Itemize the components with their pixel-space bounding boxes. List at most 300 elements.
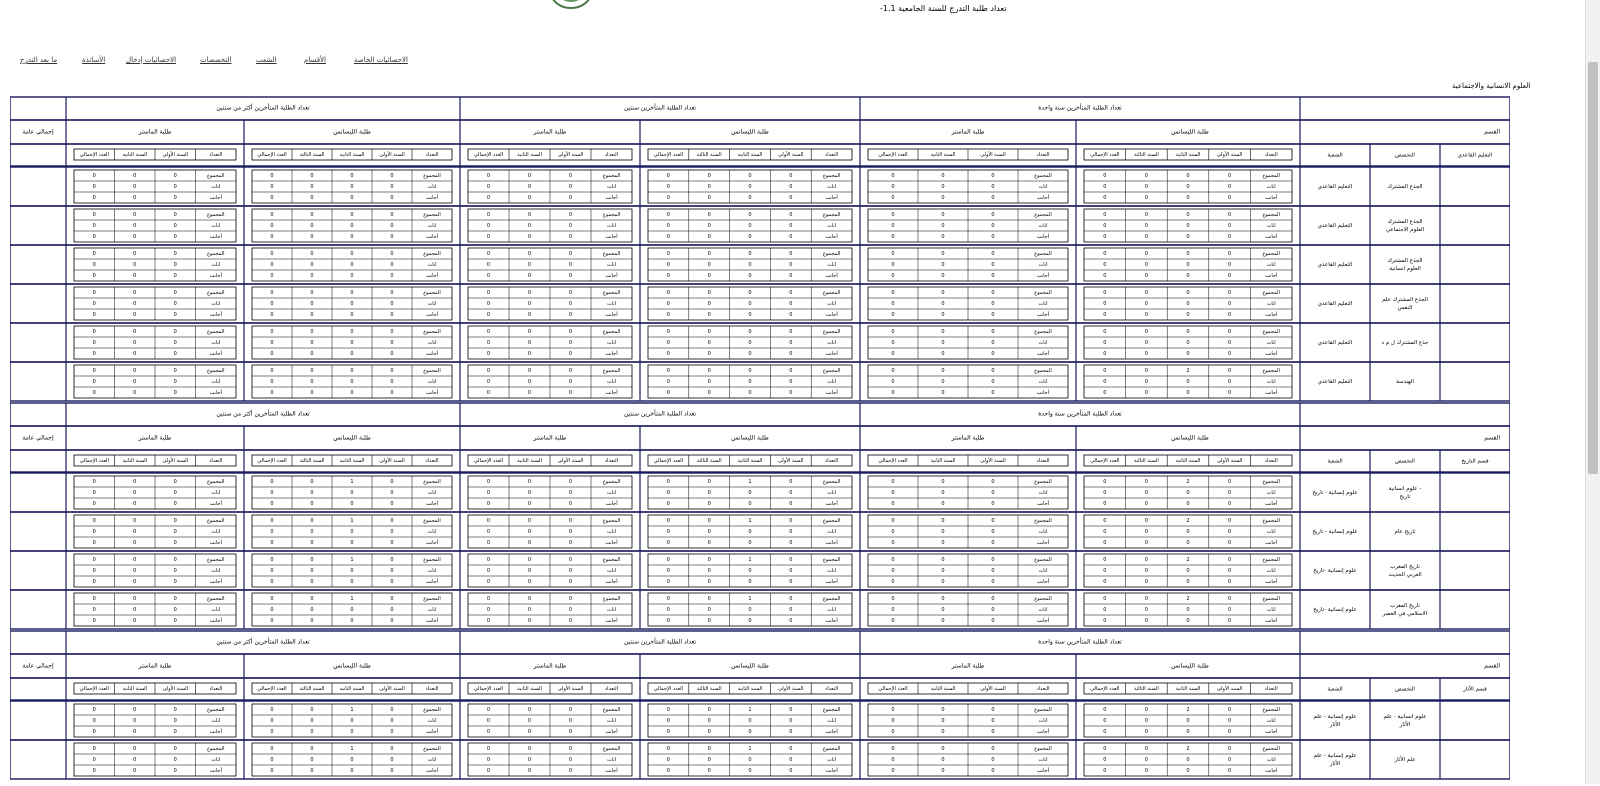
subheader-label: التعداد [425,458,439,464]
row-label: علوم انسانية - [1388,486,1422,492]
data-value: 0 [568,479,573,485]
data-row-label: أجانب [209,579,222,585]
subheader-label: السنة الثانية [339,458,365,464]
data-value: 0 [748,273,752,279]
data-value: 0 [666,707,670,713]
header-master: طلبة الماستر [138,128,172,136]
data-value: 0 [390,351,394,357]
data-value: 0 [133,757,137,763]
data-value: 0 [92,195,96,201]
data-value: 0 [390,490,394,496]
row-label: الأثار [1329,761,1341,767]
data-value: 0 [666,368,670,374]
data-value: 0 [1103,390,1107,396]
data-value: 0 [666,351,670,357]
data-value: 0 [92,329,96,335]
data-value: 0 [666,568,670,574]
data-value: 0 [568,273,573,279]
data-value: 0 [1144,223,1148,229]
data-row-label: أجانب [605,540,618,546]
data-value: 0 [390,579,394,585]
data-value: 0 [666,173,670,179]
nav-link-special-stats[interactable]: الاحصائيات الخاصة [354,56,408,64]
data-value: 0 [270,529,274,535]
data-value: 0 [527,223,532,229]
data-row-label: المجموع [423,290,441,296]
data-value: 0 [350,340,354,346]
nav-link-specialties[interactable]: التخصصات [200,56,232,64]
data-value: 0 [310,301,314,307]
table-row [10,323,1510,362]
data-row-label: اناث [1038,757,1048,763]
data-row-label: المجموع [1262,173,1280,179]
data-value: 0 [350,184,354,190]
data-value: 0 [350,579,354,585]
data-value: 0 [748,262,752,268]
data-value: 0 [1228,251,1232,257]
data-row-label: اناث [606,757,617,763]
data-value: 0 [1228,262,1232,268]
data-row-label: اناث [427,568,437,574]
data-value: 0 [390,707,394,713]
data-value: 0 [707,707,711,713]
data-value: 0 [1103,707,1107,713]
data-value: 0 [666,746,670,752]
data-value: 0 [173,490,177,496]
department-name: قسم الأثار [1463,686,1487,693]
data-value: 0 [666,579,670,585]
subheader-label: السنة الأولى [1216,152,1243,158]
data-value: 0 [390,234,394,240]
data-row-label: اناث [1038,223,1048,229]
data-value: 0 [568,195,573,201]
data-value: 0 [1186,290,1190,296]
data-value: 0 [133,195,137,201]
data-value: 0 [486,557,491,563]
subheader-label: السنة الثانية [737,686,763,692]
data-value: 0 [390,529,394,535]
data-value: 0 [486,351,491,357]
data-row-label: أجانب [825,579,838,585]
data-value: 0 [92,557,96,563]
data-value: 0 [748,184,752,190]
data-value: 0 [1103,262,1107,268]
subheader-label: السنة الثالثة [299,686,325,692]
data-value: 0 [941,529,945,535]
data-value: 0 [666,557,670,563]
data-value: 0 [1144,290,1148,296]
data-value: 0 [666,340,670,346]
data-value: 0 [133,568,137,574]
data-row-label: أجانب [825,312,838,318]
data-value: 0 [310,729,314,735]
data-value: 0 [941,351,945,357]
data-value: 0 [310,184,314,190]
data-row-label: اناث [427,718,437,724]
data-row-label: أجانب [1036,618,1050,624]
data-value: 0 [1103,184,1107,190]
data-value: 0 [310,212,314,218]
data-value: 0 [748,757,752,763]
data-value: 0 [390,379,394,385]
data-value: 0 [707,251,711,257]
data-value: 0 [390,540,394,546]
data-value: 0 [390,518,394,524]
data-value: 0 [707,501,711,507]
data-value: 0 [92,390,96,396]
nav-link-departments[interactable]: الأقسام [304,56,326,64]
data-row-label: المجموع [822,212,841,218]
subheader-label: السنة الثانية [339,686,365,692]
data-value: 0 [568,518,573,524]
data-value: 0 [1144,301,1148,307]
data-row-label: أجانب [425,768,439,774]
data-value: 0 [310,568,314,574]
data-value: 0 [707,340,711,346]
data-row-label: المجموع [207,707,225,713]
data-value: 0 [991,195,995,201]
data-value: 0 [941,557,945,563]
row-label: التعليم القاعدي [1317,223,1353,229]
data-row-label: اناث [1038,568,1048,574]
data-value: 0 [1144,262,1148,268]
data-row-label: اناث [827,184,837,190]
data-value: 1 [748,557,752,563]
data-value: 0 [350,301,354,307]
data-value: 0 [1186,251,1190,257]
row-label: التعليم القاعدي [1317,340,1353,346]
data-value: 0 [133,184,137,190]
data-value: 0 [941,729,945,735]
data-value: 1 [350,557,354,563]
subheader-label: التعداد [604,686,619,692]
data-value: 0 [486,607,491,613]
table-row [10,701,1510,740]
data-value: 0 [527,768,532,774]
data-value: 0 [707,529,711,535]
data-value: 0 [891,568,895,574]
data-value: 0 [1103,518,1107,524]
table-row [10,245,1510,284]
data-value: 2 [1186,557,1190,563]
data-value: 0 [568,540,573,546]
data-value: 0 [310,718,314,724]
data-value: 2 [1186,707,1190,713]
data-value: 0 [789,501,793,507]
data-row-label: المجموع [423,329,441,335]
data-value: 0 [748,290,752,296]
data-row-label: المجموع [423,557,441,563]
data-value: 0 [173,234,177,240]
data-row-label: أجانب [1036,579,1050,585]
data-value: 0 [941,262,945,268]
data-value: 0 [173,379,177,385]
subheader-label: السنة الثانية [122,152,148,158]
data-value: 0 [568,251,573,257]
subheader-label: التعداد [425,686,439,692]
data-value: 0 [991,290,995,296]
data-value: 0 [390,312,394,318]
data-value: 0 [568,379,573,385]
data-value: 0 [666,379,670,385]
data-value: 0 [486,340,491,346]
data-row-label: أجانب [425,195,439,201]
data-row-label: أجانب [605,351,618,357]
data-value: 0 [173,184,177,190]
data-value: 0 [1103,195,1107,201]
data-row-label: المجموع [822,329,841,335]
data-value: 0 [789,479,793,485]
data-value: 0 [1228,195,1232,201]
data-value: 0 [991,262,995,268]
data-value: 0 [941,707,945,713]
header-master: طلبة الماستر [533,128,567,136]
data-row-label: اناث [211,184,221,190]
data-value: 0 [527,301,532,307]
data-value: 0 [310,579,314,585]
row-label: الاسلامي في العصر [1382,611,1428,617]
data-value: 0 [666,718,670,724]
nav-link-stats-entry[interactable]: الاحصائيات إدخال [126,56,177,64]
subheader-label: السنة الثانية [737,152,763,158]
data-value: 0 [270,579,274,585]
data-value: 0 [748,379,752,385]
data-row-label: المجموع [207,518,225,524]
data-value: 0 [941,618,945,624]
data-value: 0 [568,557,573,563]
data-value: 0 [310,479,314,485]
data-value: 0 [891,212,895,218]
data-row-label: أجانب [605,618,618,624]
row-label: الأثار [1399,722,1411,728]
data-row-label: اناث [827,340,837,346]
data-value: 0 [92,184,96,190]
data-row-label: أجانب [1265,351,1278,357]
data-value: 0 [568,707,573,713]
data-value: 0 [486,262,491,268]
data-value: 0 [1186,312,1190,318]
data-value: 0 [568,351,573,357]
data-value: 0 [991,223,995,229]
data-value: 0 [941,596,945,602]
header-total: إجمالي عامة [22,434,54,442]
subheader-label: السنة الأولى [980,686,1006,692]
data-value: 0 [350,379,354,385]
data-value: 0 [707,351,711,357]
data-value: 0 [568,223,573,229]
table-row [10,740,1510,779]
data-value: 0 [1144,479,1148,485]
data-value: 0 [941,312,945,318]
data-value: 0 [133,596,137,602]
data-value: 0 [270,729,274,735]
data-value: 0 [568,184,573,190]
data-value: 0 [941,340,945,346]
data-row-label: اناث [1038,379,1048,385]
row-label: تاريخ المغرب [1390,603,1420,609]
header-specialty: التخصص [1395,458,1415,465]
table-row [10,473,1510,512]
data-value: 0 [527,340,532,346]
data-value: 0 [1144,568,1148,574]
data-value: 0 [173,351,177,357]
subheader-label: السنة الثالثة [1133,458,1159,464]
data-value: 0 [707,579,711,585]
data-value: 0 [1103,223,1107,229]
data-value: 2 [1186,368,1190,374]
data-row-label: أجانب [825,273,838,279]
data-value: 0 [173,768,177,774]
data-row-label: اناث [606,718,617,724]
nav-link-branches[interactable]: الشعب [256,56,277,64]
data-value: 0 [92,312,96,318]
subheader-label: السنة الأولى [162,458,188,464]
data-value: 0 [891,234,895,240]
data-row-label: اناث [827,490,837,496]
data-row-label: المجموع [207,173,225,179]
header-license: طلبة الليسانس [1171,662,1209,670]
subheader-label: العدد الإجمالي [473,152,504,158]
data-value: 0 [1144,390,1148,396]
data-value: 0 [1103,618,1107,624]
data-value: 0 [173,718,177,724]
data-row-label: المجموع [1034,290,1052,296]
row-label: العربي الحديث [1388,572,1422,578]
data-row-label: المجموع [1034,173,1052,179]
data-value: 0 [666,518,670,524]
data-row-label: أجانب [425,273,439,279]
data-value: 0 [941,757,945,763]
data-value: 0 [941,718,945,724]
data-row-label: المجموع [602,518,621,524]
data-value: 0 [891,262,895,268]
subheader-label: التعداد [825,152,839,158]
data-value: 0 [789,312,793,318]
data-value: 0 [1103,212,1107,218]
data-row-label: أجانب [1036,390,1050,396]
university-logo [548,0,594,10]
data-value: 0 [991,618,995,624]
data-value: 0 [350,195,354,201]
data-value: 0 [891,312,895,318]
data-value: 0 [173,479,177,485]
data-value: 0 [173,568,177,574]
data-value: 0 [173,390,177,396]
data-value: 0 [707,729,711,735]
data-value: 0 [748,718,752,724]
subheader-label: السنة الأولى [557,152,584,158]
vertical-scrollbar[interactable] [1585,0,1600,784]
data-value: 0 [789,579,793,585]
data-value: 0 [748,540,752,546]
data-row-label: المجموع [423,518,441,524]
data-value: 0 [1186,273,1190,279]
data-value: 0 [789,273,793,279]
data-value: 0 [1228,746,1232,752]
data-row-label: اناث [211,262,221,268]
data-value: 0 [891,607,895,613]
data-value: 0 [941,518,945,524]
header-license: طلبة الليسانس [1171,128,1209,136]
data-value: 0 [941,390,945,396]
data-value: 0 [666,768,670,774]
nav-link-teachers[interactable]: الأساتذة [82,56,106,64]
subheader-label: السنة الثالثة [299,458,325,464]
data-row-label: أجانب [825,234,838,240]
data-row-label: اناث [1038,718,1048,724]
data-value: 0 [173,607,177,613]
data-row-label: المجموع [602,596,621,602]
data-value: 0 [1103,746,1107,752]
data-value: 0 [1186,184,1190,190]
data-value: 0 [527,379,532,385]
data-value: 0 [1144,757,1148,763]
data-value: 0 [891,729,895,735]
subheader-label: التعداد [825,686,839,692]
data-value: 0 [666,490,670,496]
subheader-label: التعداد [1036,152,1050,158]
data-value: 0 [568,596,573,602]
data-value: 0 [92,273,96,279]
data-value: 0 [486,368,491,374]
data-value: 0 [748,607,752,613]
data-value: 0 [92,540,96,546]
data-row-label: أجانب [209,195,222,201]
data-value: 0 [133,262,137,268]
data-value: 0 [92,368,96,374]
data-value: 0 [173,618,177,624]
data-value: 0 [1228,490,1232,496]
data-value: 0 [270,351,274,357]
row-label: الجذع المشترك [1387,184,1423,190]
data-row-label: اناث [1266,379,1276,385]
data-value: 0 [1186,540,1190,546]
data-row-label: أجانب [825,390,838,396]
data-value: 0 [789,707,793,713]
data-value: 2 [1186,518,1190,524]
data-row-label: أجانب [605,390,618,396]
data-row-label: المجموع [822,746,841,752]
header-late-more: تعداد الطلبة المتأخرين أكثر من سنتين [216,104,310,112]
data-value: 0 [789,607,793,613]
data-value: 0 [486,479,491,485]
data-row-label: أجانب [425,390,439,396]
data-value: 0 [666,184,670,190]
data-row-label: اناث [827,607,837,613]
data-value: 0 [486,596,491,602]
data-value: 0 [1228,757,1232,763]
data-value: 0 [891,618,895,624]
data-value: 0 [568,529,573,535]
data-value: 0 [527,568,532,574]
data-value: 0 [789,251,793,257]
data-value: 0 [527,596,532,602]
nav-link-postgraduate[interactable]: ما بعد التدرج [20,56,58,64]
data-row-label: المجموع [1262,212,1280,218]
data-value: 0 [1228,223,1232,229]
data-value: 0 [568,173,573,179]
data-value: 0 [270,757,274,763]
data-value: 0 [991,390,995,396]
data-row-label: المجموع [602,746,621,752]
data-value: 0 [568,329,573,335]
scrollbar-thumb[interactable] [1588,62,1598,474]
data-row-label: اناث [1038,262,1048,268]
data-row-label: اناث [1266,607,1276,613]
data-value: 0 [133,173,137,179]
data-value: 0 [789,390,793,396]
subheader-label: العدد الإجمالي [257,458,287,464]
